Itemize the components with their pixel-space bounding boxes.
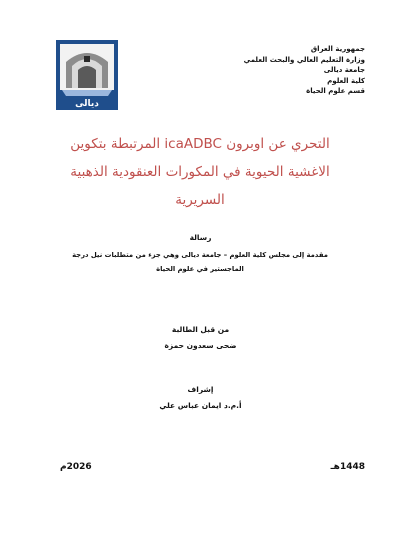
gregorian-year: 2026م xyxy=(60,462,92,472)
supervision-label: إشراف xyxy=(187,385,214,394)
institution-line: جمهورية العراق xyxy=(310,45,365,53)
thesis-label: رسالة xyxy=(189,233,212,242)
title-line: السريرية xyxy=(175,192,225,208)
institution-line: جامعة ديالى xyxy=(323,66,365,74)
submission-statement xyxy=(54,248,346,276)
submission-line: الماجستير في علوم الحياة xyxy=(156,265,244,273)
institution-header xyxy=(195,44,365,97)
supervisor-name: أ.م.د ايمان عباس علي xyxy=(159,401,242,410)
institution-line: وزارة التعليم العالي والبحث العلمي xyxy=(243,55,365,64)
submission-line: مقدمة إلى مجلس كلية العلوم – جامعة ديالى وهي جزء من متطلبات نيل درجة xyxy=(72,251,328,259)
author-label: من قبل الطالبة xyxy=(171,325,230,334)
thesis-title xyxy=(22,130,378,214)
supervision-block xyxy=(0,382,401,414)
author-name: ضحى سعدون حمزة xyxy=(164,341,237,350)
author-block xyxy=(0,322,401,354)
logo-label: ديالى xyxy=(75,99,99,109)
hijri-year: 1448هـ xyxy=(330,462,365,472)
title-line: التحري عن اوبرون icaADBC المرتبطة بتكوين xyxy=(70,136,330,152)
title-line: الاغشية الحيوية في المكورات العنقودية الذهبية xyxy=(70,164,330,180)
institution-line: كلية العلوم xyxy=(327,76,365,85)
university-logo xyxy=(56,40,118,110)
institution-line: قسم علوم الحياة xyxy=(306,87,365,95)
